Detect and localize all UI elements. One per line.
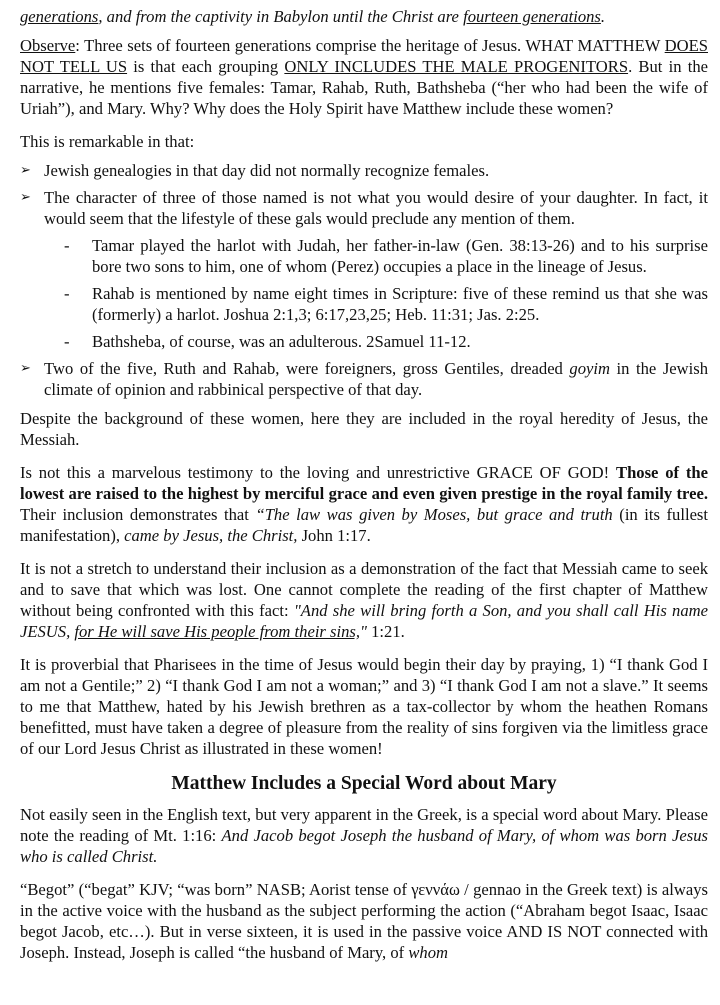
bullet-list xyxy=(20,160,708,400)
list-item: ➢ Jewish genealogies in that day did not normally recognize females. xyxy=(20,161,490,180)
sub-list-item: - Rahab is mentioned by name eight times in Scripture: five of these remind us that she was (formerly) a harlot. Joshua 2:1,3; 6:17,23,25; Heb. 11:31; Jas. 2:25. xyxy=(64,284,708,324)
arrow-bullet-icon: ➢ xyxy=(20,361,31,376)
paragraph-messiah: It is not a stretch to understand their inclusion as a demonstration of the fact that Messiah came to seek and to save that which was lost. One cannot complete the reading of the first chapter of Matthew without being confronted with this fact: "And she will bring forth a Son, and you shall call His name JESUS, for He will save His people from their sins," 1:21. xyxy=(20,559,708,641)
dash-bullet-icon: - xyxy=(64,284,70,303)
paragraph-pharisees: It is proverbial that Pharisees in the time of Jesus would begin their day by praying, 1) “I thank God I am not a Gentile;” 2) “I thank God I am not a woman;” and 3) “I thank God I am not a slave.” It seems to me that Matthew, hated by his Jewish brethren as a tax-collector by whom the heathen Romans benefitted, must have taken a degree of pleasure from the reality of sins forgiven via the limitless grace of our Lord Jesus Christ as illustrated in these women! xyxy=(20,655,708,758)
paragraph-grace: Is not this a marvelous testimony to the loving and unrestrictive GRACE OF GOD! Those of the lowest are raised to the highest by merciful grace and even given prestige in the royal family tree. Their inclusion demonstrates that “The law was given by Moses, but grace and truth (in its fullest manifestation), came by Jesus, the Christ, John 1:17. xyxy=(20,463,709,545)
arrow-bullet-icon: ➢ xyxy=(20,190,31,205)
sub-list-item: - Tamar played the harlot with Judah, her father-in-law (Gen. 38:13-26) and to his surprise bore two sons to him, one of whom (Perez) occupies a place in the lineage of Jesus. xyxy=(64,236,708,276)
sub-list xyxy=(44,235,708,352)
dash-bullet-icon: - xyxy=(64,332,70,351)
paragraph-generations: generations, and from the captivity in Babylon until the Christ are fourteen generations. xyxy=(20,7,606,26)
sub-list-item: - Bathsheba, of course, was an adulterous. 2Samuel 11-12. xyxy=(64,332,471,351)
paragraph-despite: Despite the background of these women, here they are included in the royal heredity of Jesus, the Messiah. xyxy=(20,409,708,449)
paragraph-observe: Observe: Three sets of fourteen generations comprise the heritage of Jesus. WHAT MATTHEW DOES NOT TELL US is that each grouping ONLY INCLUDES THE MALE PROGENITORS. But in the narrative, he mentions five females: Tamar, Rahab, Ruth, Bathsheba (“her who had been the wife of Uriah”), and Mary. Why? Why does the Holy Spirit have Matthew include these women? xyxy=(20,36,708,118)
paragraph-remarkable: This is remarkable in that: xyxy=(20,132,195,151)
paragraph-greek: Not easily seen in the English text, but very apparent in the Greek, is a special word about Mary. Please note the reading of Mt. 1:16: And Jacob begot Joseph the husband of Mary, of whom was born Jesus who is called Christ. xyxy=(20,805,708,866)
dash-bullet-icon: - xyxy=(64,236,70,255)
section-heading: Matthew Includes a Special Word about Mary xyxy=(171,773,557,794)
list-item: ➢ The character of three of those named is not what you would desire of your daughter. In fact, it would seem that the lifestyle of these gals would preclude any mention of them. - Tamar played the harlot with Judah, her father-in-law (Gen. 38:13-26) and to his surprise bore two sons to him, one of whom (Perez) occupies a place in the lineage of Jesus. - Rahab is mentioned by name eight times in Scripture: five of these remind us that she was (formerly) a harlot. Joshua 2:1,3; 6:17,23,25; Heb. 11:31; Jas. 2:25. - Bathsheba, of course, was an adulterous. 2Samuel 11-12. xyxy=(20,188,708,351)
arrow-bullet-icon: ➢ xyxy=(20,163,31,178)
list-item: ➢ Two of the five, Ruth and Rahab, were foreigners, gross Gentiles, dreaded goyim in the Jewish climate of opinion and rabbinical perspective of that day. xyxy=(20,359,709,399)
paragraph-begot: “Begot” (“begat” KJV; “was born” NASB; Aorist tense of γεννάω / gennao in the Greek text) is always in the active voice with the husband as the subject performing the action (“Abraham begot Isaac, Isaac begot Jacob, etc…). But in verse sixteen, it is used in the passive voice AND IS NOT connected with Joseph. Instead, Joseph is called “the husband of Mary, of whom xyxy=(20,880,708,962)
